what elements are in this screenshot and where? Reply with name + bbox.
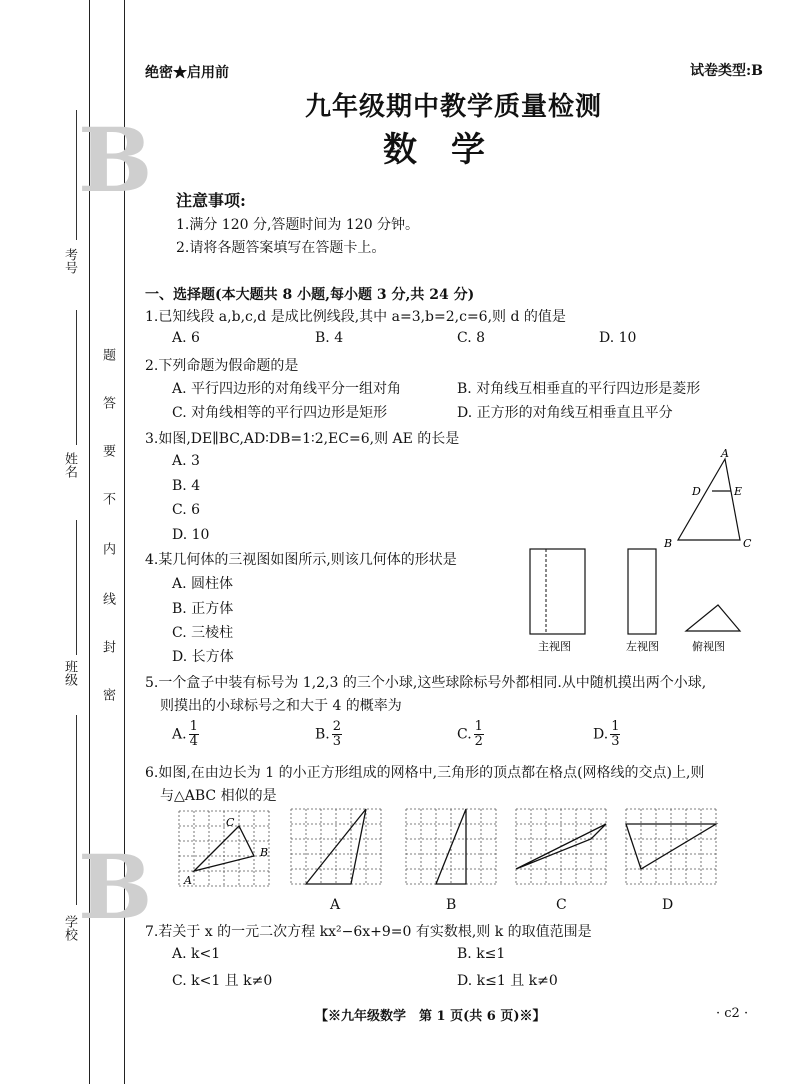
q3-label-c: C — [743, 537, 752, 550]
q6-grid-c[interactable] — [515, 808, 611, 892]
q5-option-d-den: 3 — [611, 734, 620, 749]
q6-grid-d[interactable] — [625, 808, 721, 892]
left-view-label: 左视图 — [626, 640, 659, 653]
q4-three-views — [520, 545, 770, 655]
sidebar-class-line[interactable] — [76, 520, 77, 655]
seal-char-mi: 密 — [100, 688, 115, 701]
watermark-top: B — [78, 108, 153, 212]
front-view-rect — [530, 549, 585, 634]
section-heading: 一、选择题(本大题共 8 小题,每小题 3 分,共 24 分) — [145, 287, 475, 303]
sidebar-exam-no-label: 考号 — [62, 248, 77, 274]
q5-option-a[interactable] — [172, 720, 199, 749]
q5-option-c-letter: C. — [457, 726, 472, 743]
q6-label-b: B — [260, 846, 269, 859]
notice-item-2: 2.请将各题答案填写在答题卡上。 — [176, 240, 386, 256]
q6-label-a: A — [184, 874, 192, 887]
seal-char-da: 答 — [100, 396, 115, 409]
q4-option-a[interactable]: A. 圆柱体 — [172, 576, 234, 592]
q5-option-b[interactable] — [315, 720, 342, 749]
q5-option-a-num: 1 — [189, 719, 198, 734]
q7-option-d[interactable]: D. k≤1 且 k≠0 — [457, 973, 558, 989]
page-title: 九年级期中教学质量检测 — [305, 92, 603, 122]
q2-option-a[interactable]: A. 平行四边形的对角线平分一组对角 — [172, 381, 402, 397]
sidebar-name-label: 姓名 — [62, 452, 77, 478]
q7-stem: 7.若关于 x 的一元二次方程 kx²−6x+9=0 有实数根,则 k 的取值范围是 — [145, 924, 592, 940]
q3-label-a: A — [721, 447, 729, 460]
q6-stem-line1: 6.如图,在由边长为 1 的小正方形组成的网格中,三角形的顶点都在格点(网格线的交点)上,则 — [145, 765, 705, 781]
sidebar-school-line[interactable] — [76, 715, 77, 905]
q5-option-c[interactable] — [457, 720, 484, 749]
seal-char-ti: 题 — [100, 348, 115, 361]
q7-option-c[interactable]: C. k<1 且 k≠0 — [172, 973, 273, 989]
q2-option-b[interactable]: B. 对角线互相垂直的平行四边形是菱形 — [457, 381, 701, 397]
q3-option-b[interactable]: B. 4 — [172, 478, 201, 494]
q2-stem: 2.下列命题为假命题的是 — [145, 358, 299, 374]
sidebar-class-label: 班级 — [62, 660, 77, 686]
q3-stem: 3.如图,DE∥BC,AD∶DB=1∶2,EC=6,则 AE 的长是 — [145, 431, 460, 447]
sidebar-school-label: 学校 — [62, 915, 77, 941]
seal-char-nei: 内 — [100, 542, 115, 555]
q5-option-d[interactable] — [593, 720, 620, 749]
q3-option-a[interactable]: A. 3 — [172, 453, 200, 469]
q4-option-d[interactable]: D. 长方体 — [172, 649, 234, 665]
q6-grid-c-label: C — [556, 897, 567, 913]
seal-char-xian: 线 — [100, 592, 115, 605]
q5-option-d-letter: D. — [593, 726, 609, 743]
footer-page-info: 【※九年级数学 第 1 页(共 6 页)※】 — [315, 1009, 546, 1024]
q5-option-b-den: 3 — [332, 734, 342, 749]
q7-option-a[interactable]: A. k<1 — [172, 946, 221, 962]
q1-option-c[interactable]: C. 8 — [457, 330, 486, 346]
q6-grid-a[interactable] — [290, 808, 386, 892]
seal-char-feng: 封 — [100, 640, 115, 653]
footer-code: · c2 · — [716, 1006, 749, 1021]
seal-char-yao: 要 — [100, 444, 115, 457]
watermark-bottom: B — [78, 835, 153, 939]
subject-title: 数 学 — [383, 130, 485, 170]
sidebar-name-line[interactable] — [76, 310, 77, 445]
front-view-label: 主视图 — [538, 640, 571, 653]
q6-grid-b-label: B — [446, 897, 457, 913]
top-view-triangle — [686, 605, 740, 631]
q3-label-e: E — [734, 485, 743, 498]
seal-char-bu: 不 — [100, 492, 115, 505]
q3-label-b: B — [664, 537, 673, 550]
notice-item-1: 1.满分 120 分,答题时间为 120 分钟。 — [176, 217, 420, 233]
q5-option-a-letter: A. — [172, 726, 187, 743]
q5-stem-line1: 5.一个盒子中装有标号为 1,2,3 的三个小球,这些球除标号外都相同.从中随机摸出两个小球, — [145, 675, 707, 691]
q5-option-a-den: 4 — [189, 734, 198, 749]
q1-option-b[interactable]: B. 4 — [315, 330, 344, 346]
q2-option-c[interactable]: C. 对角线相等的平行四边形是矩形 — [172, 405, 388, 421]
paper-type: 试卷类型:B — [690, 63, 764, 79]
q3-option-c[interactable]: C. 6 — [172, 502, 201, 518]
q7-option-b[interactable]: B. k≤1 — [457, 946, 506, 962]
top-view-label: 俯视图 — [692, 640, 725, 653]
q5-option-c-den: 2 — [474, 734, 483, 749]
q4-stem: 4.某几何体的三视图如图所示,则该几何体的形状是 — [145, 552, 457, 568]
q6-stem-line2: 与△ABC 相似的是 — [160, 788, 277, 804]
q6-grid-b[interactable] — [405, 808, 501, 892]
q5-stem-line2: 则摸出的小球标号之和大于 4 的概率为 — [160, 698, 402, 714]
q6-label-c: C — [226, 816, 235, 829]
q5-option-b-letter: B. — [315, 726, 330, 743]
q3-triangle-figure — [660, 445, 760, 553]
q5-option-c-num: 1 — [474, 719, 483, 734]
secret-label: 绝密★启用前 — [145, 65, 229, 81]
q6-grid-abc — [178, 810, 274, 892]
q5-option-d-num: 1 — [611, 719, 620, 734]
q4-option-b[interactable]: B. 正方体 — [172, 601, 234, 617]
q6-grid-a-label: A — [330, 897, 341, 913]
q2-option-d[interactable]: D. 正方形的对角线互相垂直且平分 — [457, 405, 673, 421]
q3-label-d: D — [692, 485, 701, 498]
q1-stem: 1.已知线段 a,b,c,d 是成比例线段,其中 a=3,b=2,c=6,则 d 的值是 — [145, 309, 566, 325]
notice-heading: 注意事项: — [176, 191, 246, 210]
q1-option-a[interactable]: A. 6 — [172, 330, 200, 346]
q6-grid-d-label: D — [662, 897, 674, 913]
q1-option-d[interactable]: D. 10 — [599, 330, 637, 346]
left-view-rect — [628, 549, 656, 634]
sidebar-exam-no-line[interactable] — [76, 110, 77, 240]
q4-option-c[interactable]: C. 三棱柱 — [172, 625, 234, 641]
q5-option-b-num: 2 — [332, 719, 342, 734]
q3-option-d[interactable]: D. 10 — [172, 527, 210, 543]
